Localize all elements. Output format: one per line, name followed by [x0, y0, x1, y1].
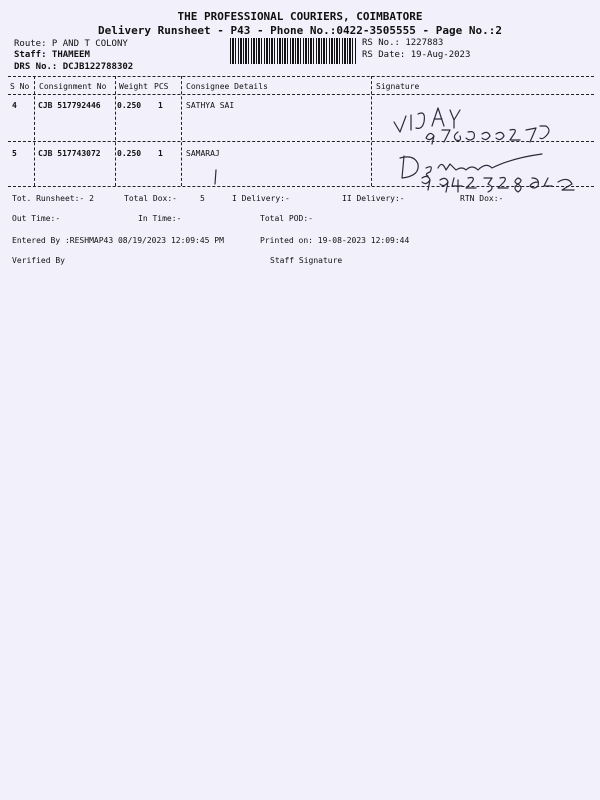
handwritten-signature — [392, 148, 588, 196]
in-time: In Time:- — [138, 214, 182, 223]
runsheet-subtitle: Delivery Runsheet - P43 - Phone No.:0422-3505555 - Page No.:2 — [98, 24, 502, 37]
row-consignment: CJB 517743072 — [38, 149, 101, 158]
col-header-sno: S No — [10, 82, 30, 91]
total-dox-value: 5 — [200, 194, 205, 203]
row-consignment: CJB 517792446 — [38, 101, 101, 110]
row-consignee: SAMARAJ — [186, 149, 220, 158]
drs-number: DRS No.: DCJB122788302 — [14, 62, 134, 72]
total-pod: Total POD:- — [260, 214, 313, 223]
staff-signature: Staff Signature — [270, 256, 343, 265]
stray-mark — [212, 168, 220, 186]
divider — [8, 94, 594, 95]
row-consignee: SATHYA SAI — [186, 101, 235, 110]
row-pcs: 1 — [158, 149, 163, 158]
out-time: Out Time:- — [12, 214, 61, 223]
row-weight: 0.250 — [117, 149, 142, 158]
col-header-weight: Weight — [119, 82, 148, 91]
verified-by: Verified By — [12, 256, 65, 265]
column-divider — [115, 76, 116, 186]
handwritten-signature — [390, 100, 560, 146]
column-divider — [371, 76, 372, 186]
row-pcs: 1 — [158, 101, 163, 110]
printed-on: Printed on: 19-08-2023 12:09:44 — [260, 236, 410, 245]
route-label: Route: P AND T COLONY — [14, 39, 128, 49]
column-divider — [181, 76, 182, 186]
col-header-signature: Signature — [376, 82, 420, 91]
barcode — [230, 38, 356, 64]
rtn-dox: RTN Dox:- — [460, 194, 504, 203]
row-sno: 4 — [12, 101, 17, 110]
rs-number: RS No.: 1227883 — [362, 38, 444, 48]
rs-date: RS Date: 19-Aug-2023 — [362, 50, 471, 60]
entered-by: Entered By :RESHMAP43 08/19/2023 12:09:45 PM — [12, 236, 224, 245]
ii-delivery: II Delivery:- — [342, 194, 405, 203]
row-sno: 5 — [12, 149, 17, 158]
column-divider — [34, 76, 35, 186]
col-header-consignment: Consignment No — [39, 82, 107, 91]
col-header-consignee: Consignee Details — [186, 82, 268, 91]
total-runsheet: Tot. Runsheet:- 2 — [12, 194, 94, 203]
company-title: THE PROFESSIONAL COURIERS, COIMBATORE — [177, 10, 423, 23]
i-delivery: I Delivery:- — [232, 194, 290, 203]
row-weight: 0.250 — [117, 101, 142, 110]
staff-label: Staff: THAMEEM — [14, 50, 90, 60]
divider — [8, 76, 594, 77]
total-dox-label: Total Dox:- — [124, 194, 177, 203]
col-header-pcs: PCS — [154, 82, 169, 91]
